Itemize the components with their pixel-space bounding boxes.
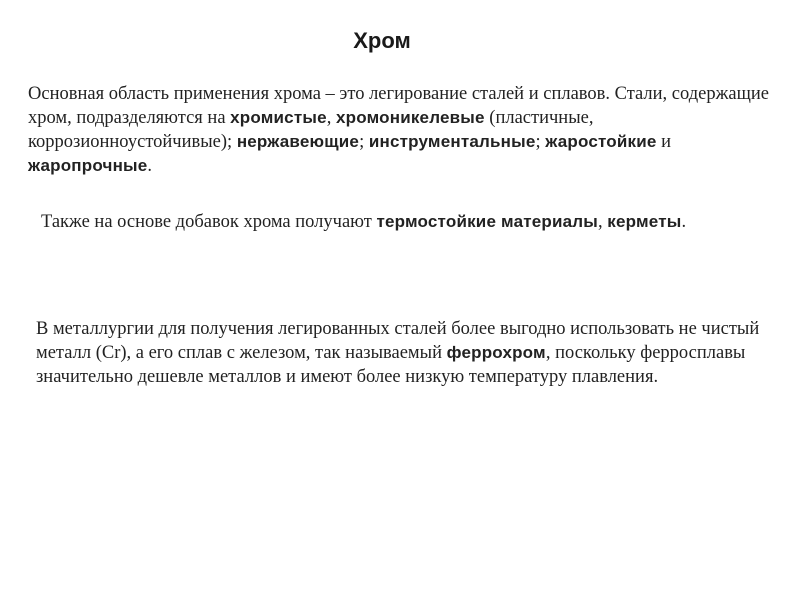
slide-title: Хром <box>353 28 411 53</box>
paragraph-ferrochrome <box>36 317 786 389</box>
text-run: В металлургии для получения легированных сталей более выгодно использовать не чистый металл (Cr), а его сплав с железом, так называемый <box>36 319 760 363</box>
term-creep-resistant-steels: жаропрочные <box>28 156 148 175</box>
text-run: и <box>656 132 672 152</box>
term-chromium-steels: хромистые <box>230 108 327 127</box>
term-tool-steels: инструментальные <box>368 132 536 151</box>
text-run: ; <box>535 132 546 152</box>
text-run: (пластичные, коррозионноустойчивые); <box>28 108 594 152</box>
text-run: . <box>681 212 687 232</box>
text-run: Также на основе добавок хрома получают <box>41 212 377 232</box>
paragraph-materials <box>41 210 781 234</box>
text-run: . <box>147 156 153 176</box>
term-cermets: керметы <box>607 212 682 231</box>
term-ferrochrome: феррохром <box>446 343 546 362</box>
paragraph-alloying <box>28 82 788 178</box>
term-heat-resistant-steels: жаростойкие <box>545 132 657 151</box>
term-chromium-nickel-steels: хромоникелевые <box>336 108 485 127</box>
text-run: , поскольку ферросплавы значительно дешевле металлов и имеют более низкую температуру плавления. <box>36 343 746 387</box>
term-stainless-steels: нержавеющие <box>236 132 360 151</box>
term-thermostable-materials: термостойкие материалы <box>376 212 599 231</box>
text-run: ; <box>359 132 369 152</box>
text-run: Основная область применения хрома – это легирование сталей и сплавов. Стали, содержащие хром, подразделяются на <box>28 84 769 128</box>
text-run: , <box>598 212 608 232</box>
text-run: , <box>326 108 336 128</box>
